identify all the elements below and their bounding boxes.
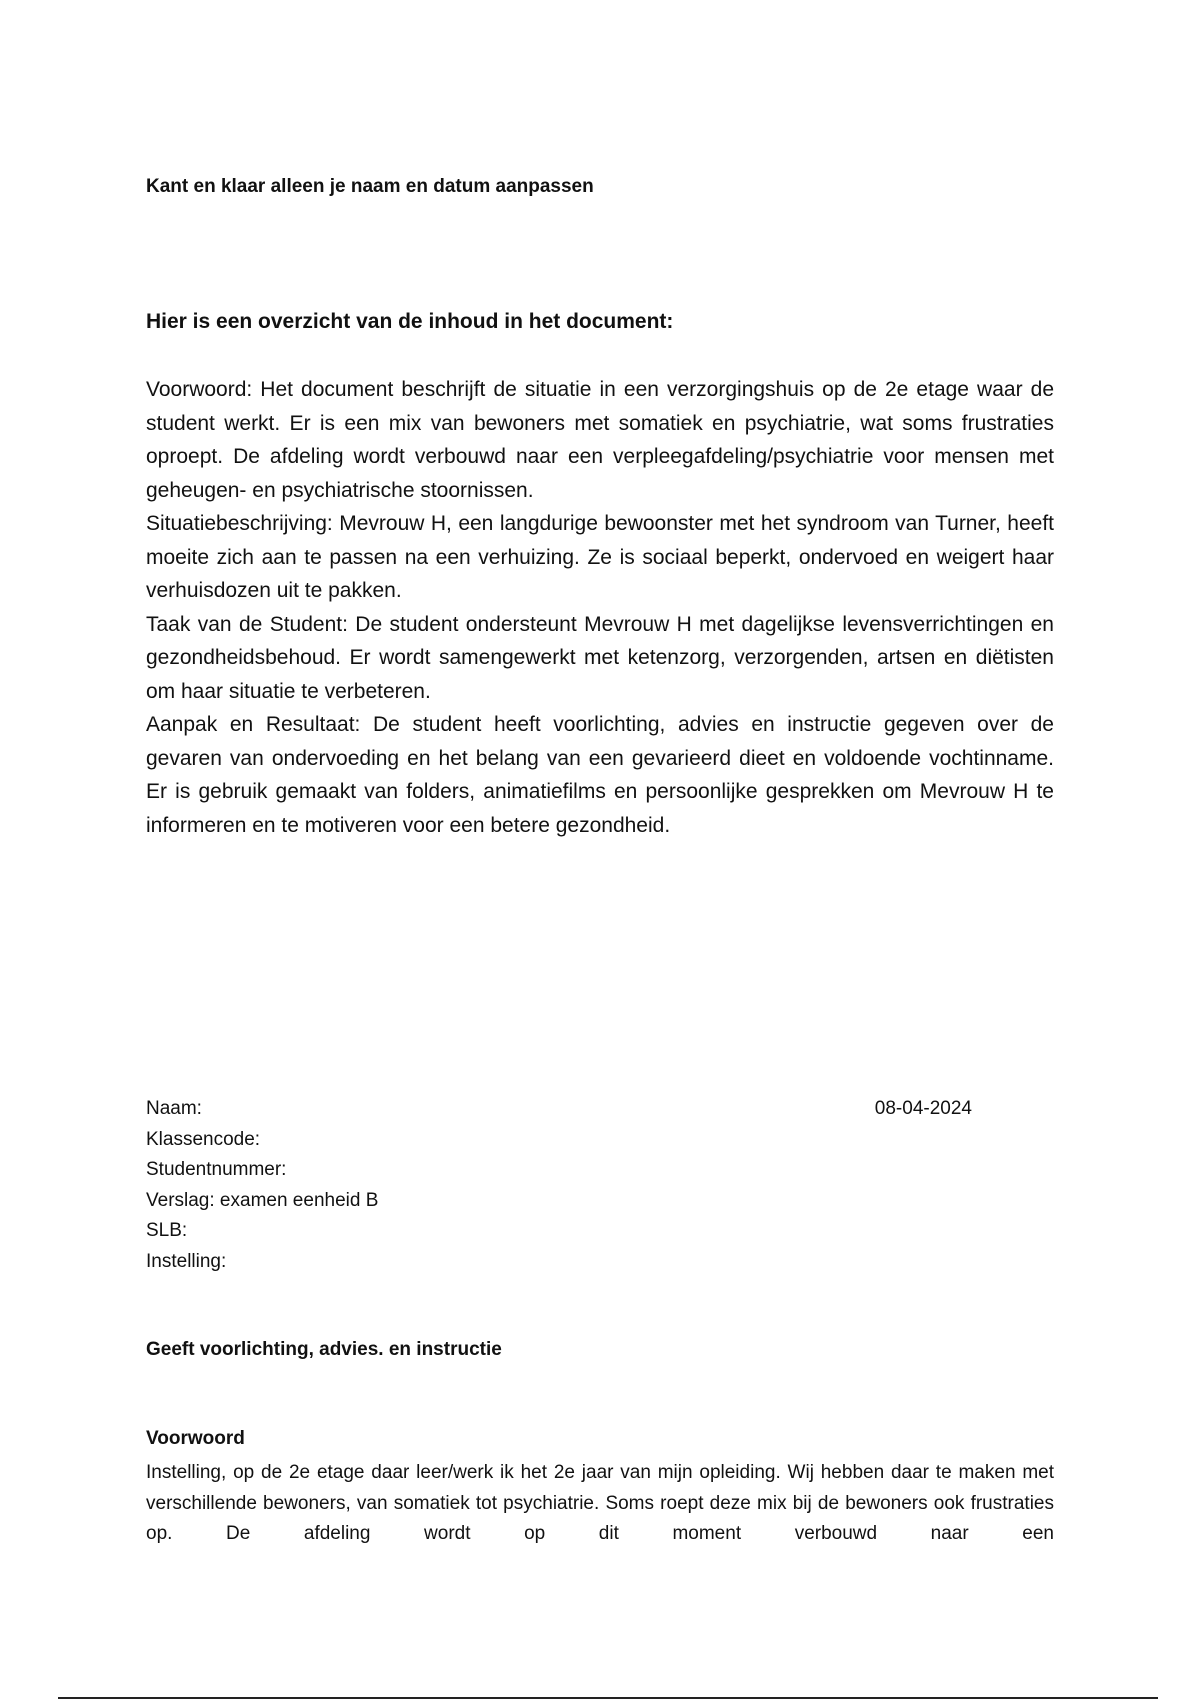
intro-title: Kant en klaar alleen je naam en datum aanpassen xyxy=(146,176,594,197)
verslag-line: Verslag: examen eenheid B xyxy=(146,1189,379,1211)
overview-paragraph-aanpak: Aanpak en Resultaat: De student heeft voorlichting, advies en instructie gegeven over de gevaren van ondervoeding en het belang van een gevarieerd dieet en voldoende vochtinname. Er is gebruik gemaakt van folders, animatiefilms en persoonlijke gesprekken om Mevrouw H te informeren en te motiveren voor een betere gezondheid. xyxy=(146,713,1054,837)
overview-paragraph-taak: Taak van de Student: De student ondersteunt Mevrouw H met dagelijkse levensverrichtingen en gezondheidsbehoud. Er wordt samengewerkt met ketenzorg, verzorgenden, artsen en diëtisten om haar situatie te verbeteren. xyxy=(146,612,1054,703)
page-bottom-divider xyxy=(58,1697,1158,1699)
student-info-block xyxy=(146,1094,986,1277)
overview-heading: Hier is een overzicht van de inhoud in het document: xyxy=(146,310,674,333)
slb-label: SLB: xyxy=(146,1220,188,1241)
overview-body xyxy=(146,373,1054,842)
date-value: 08-04-2024 xyxy=(874,1098,972,1119)
klassencode-label: Klassencode: xyxy=(146,1128,261,1150)
voorwoord-heading: Voorwoord xyxy=(146,1428,245,1449)
overview-paragraph-voorwoord: Voorwoord: Het document beschrijft de situatie in een verzorgingshuis op de 2e etage waar de student werkt. Er is een mix van bewoners met somatiek en psychiatrie, wat soms frustraties oproept. De afdeling wordt verbouwd naar een verpleegafdeling/psychiatrie voor mensen met geheugen- en psychiatrische stoornissen. xyxy=(146,378,1054,502)
overview-paragraph-situatiebeschrijving: Situatiebeschrijving: Mevrouw H, een langdurige bewoonster met het syndroom van Turner, heeft moeite zich aan te passen na een verhuizing. Ze is sociaal beperkt, ondervoed en weigert haar verhuisdozen uit te pakken. xyxy=(146,512,1054,602)
naam-label: Naam: xyxy=(146,1098,202,1119)
instelling-label: Instelling: xyxy=(146,1250,227,1272)
voorwoord-body: Instelling, op de 2e etage daar leer/werk ik het 2e jaar van mijn opleiding. Wij hebben daar te maken met verschillende bewoners, van somatiek tot psychiatrie. Soms roept deze mix bij de bewoners ook frustraties op. De afdeling wordt op dit moment verbouwd naar een xyxy=(146,1462,1054,1544)
studentnummer-label: Studentnummer: xyxy=(146,1159,287,1180)
report-title: Geeft voorlichting, advies. en instructie xyxy=(146,1339,502,1360)
naam-row xyxy=(146,1094,986,1125)
